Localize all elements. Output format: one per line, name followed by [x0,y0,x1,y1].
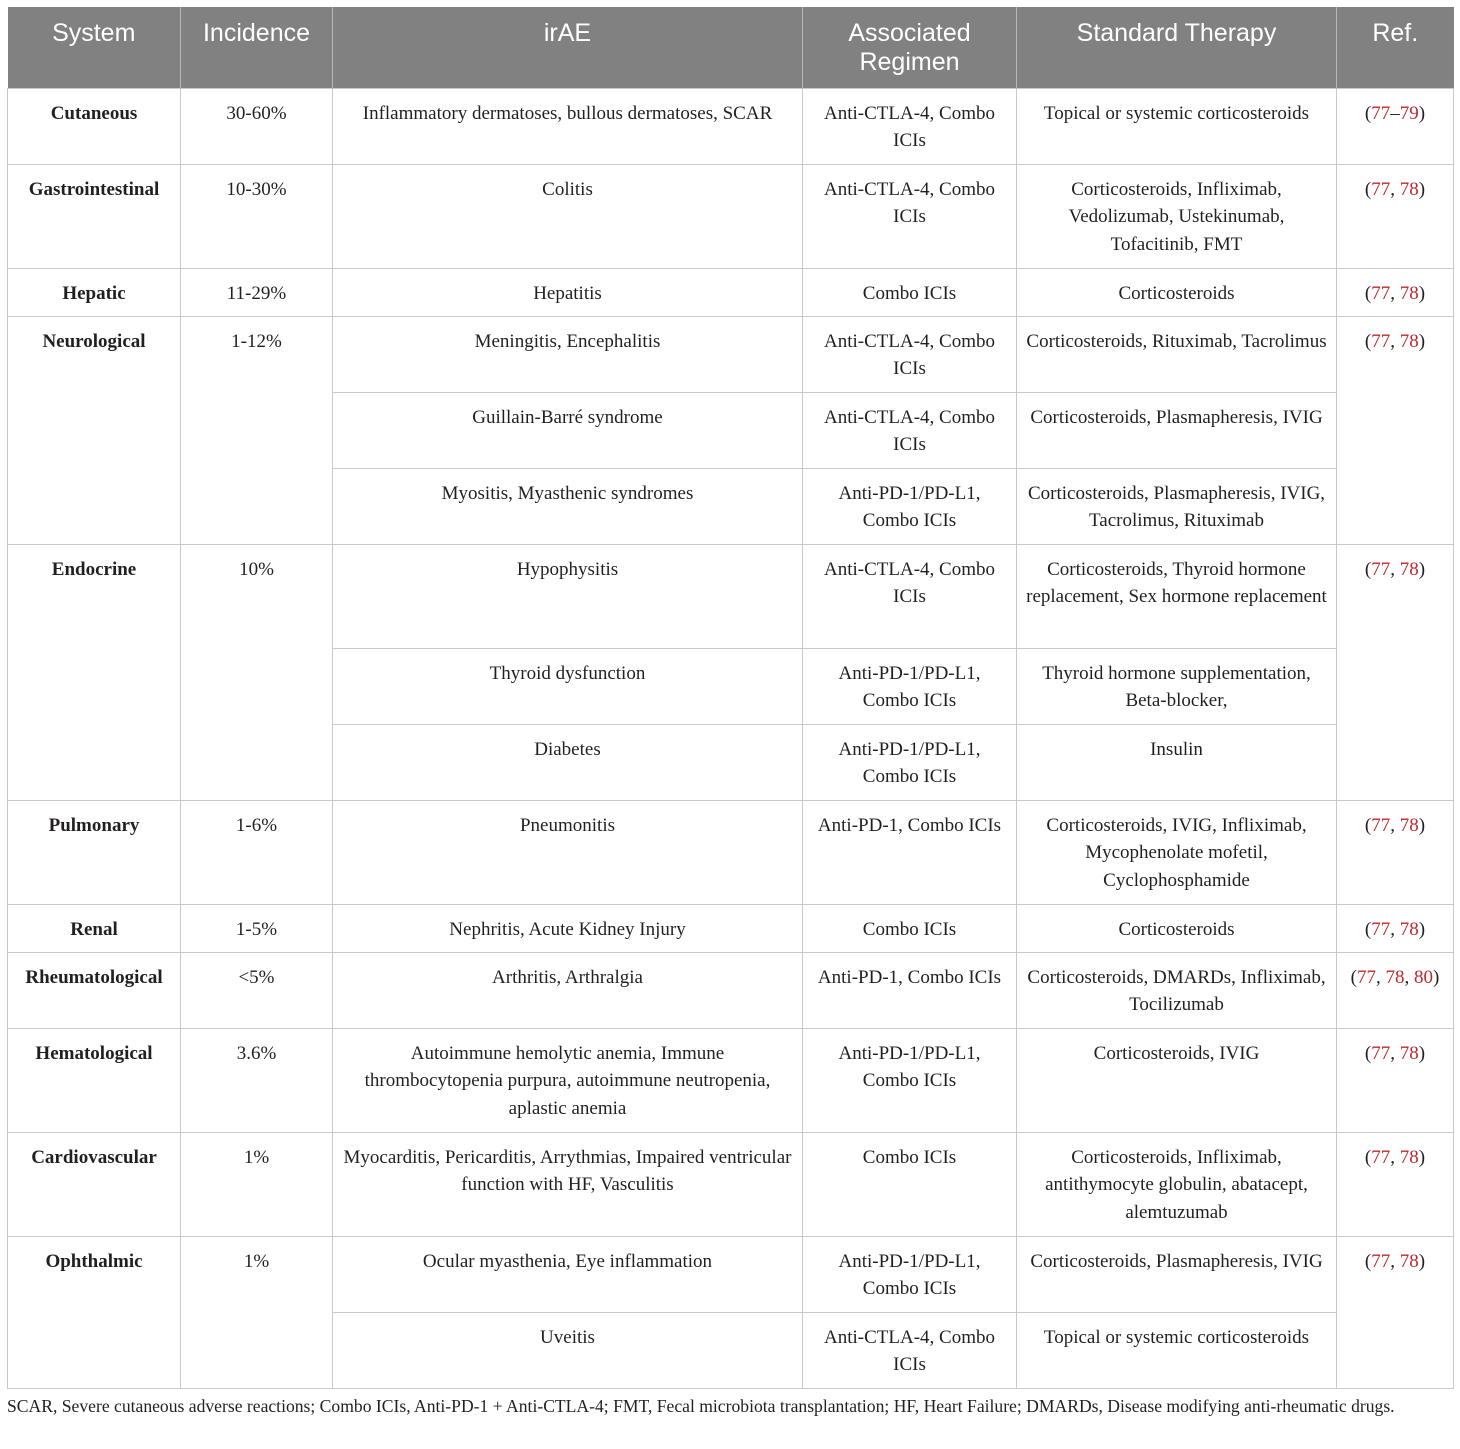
ref-cell: (77–79) [1337,88,1454,164]
irae-cell: Meningitis, Encephalitis [333,316,803,392]
system-cell: Ophthalmic [8,1236,181,1388]
incidence-cell: 1-6% [181,800,333,904]
system-cell: Endocrine [8,544,181,800]
therapy-cell: Corticosteroids, Infliximab, antithymocyte globulin, abatacept, alemtuzumab [1017,1132,1337,1236]
table-row [8,1132,1454,1236]
regimen-cell: Anti-PD-1/PD-L1, Combo ICIs [803,648,1017,724]
reference-link[interactable]: 77 [1371,814,1391,836]
reference-link[interactable]: 78 [1399,178,1419,200]
incidence-cell: 3.6% [181,1028,333,1132]
incidence-cell: 30-60% [181,88,333,164]
therapy-cell: Corticosteroids, Rituximab, Tacrolimus [1017,316,1337,392]
ref-cell: (77, 78) [1337,268,1454,316]
reference-link[interactable]: 79 [1399,102,1419,124]
incidence-cell: 1-12% [181,316,333,544]
ref-separator: , [1390,1042,1400,1064]
ref-cell: (77, 78) [1337,1236,1454,1388]
reference-link[interactable]: 80 [1414,966,1433,988]
therapy-cell: Corticosteroids, Plasmapheresis, IVIG, Tacrolimus, Rituximab [1017,468,1337,544]
regimen-cell: Combo ICIs [803,904,1017,952]
therapy-cell: Corticosteroids, IVIG, Infliximab, Mycophenolate mofetil, Cyclophosphamide [1017,800,1337,904]
ref-cell: (77, 78) [1337,1028,1454,1132]
reference-link[interactable]: 77 [1371,1146,1391,1168]
ref-separator: , [1390,918,1400,940]
regimen-cell: Anti-CTLA-4, Combo ICIs [803,1312,1017,1388]
irae-cell: Inflammatory dermatoses, bullous dermatoses, SCAR [333,88,803,164]
irae-cell: Myocarditis, Pericarditis, Arrythmias, Impaired ventricular function with HF, Vasculitis [333,1132,803,1236]
reference-link[interactable]: 78 [1399,918,1419,940]
incidence-cell: 1% [181,1236,333,1388]
reference-link[interactable]: 77 [1371,918,1391,940]
system-cell: Cutaneous [8,88,181,164]
reference-link[interactable]: 77 [1357,966,1376,988]
incidence-cell: 1-5% [181,904,333,952]
ref-cell: (77, 78) [1337,904,1454,952]
table-row [8,316,1454,392]
reference-link[interactable]: 77 [1371,102,1391,124]
regimen-cell: Anti-CTLA-4, Combo ICIs [803,392,1017,468]
incidence-cell: 1% [181,1132,333,1236]
ref-separator: , [1390,558,1400,580]
reference-link[interactable]: 78 [1399,814,1419,836]
reference-link[interactable]: 78 [1399,330,1419,352]
regimen-cell: Anti-PD-1/PD-L1, Combo ICIs [803,1236,1017,1312]
regimen-cell: Anti-CTLA-4, Combo ICIs [803,88,1017,164]
regimen-cell: Anti-CTLA-4, Combo ICIs [803,544,1017,648]
header-ref: Ref. [1337,7,1454,88]
table-row [8,1236,1454,1312]
ref-cell: (77, 78) [1337,316,1454,544]
header-system: System [8,7,181,88]
table-row [8,88,1454,164]
irae-cell: Autoimmune hemolytic anemia, Immune thrombocytopenia purpura, autoimmune neutropenia, aplastic anemia [333,1028,803,1132]
ref-cell: (77, 78, 80) [1337,952,1454,1028]
system-cell: Rheumatological [8,952,181,1028]
therapy-cell: Topical or systemic corticosteroids [1017,1312,1337,1388]
reference-link[interactable]: 77 [1371,558,1391,580]
incidence-cell: 10% [181,544,333,800]
irae-cell: Arthritis, Arthralgia [333,952,803,1028]
system-cell: Pulmonary [8,800,181,904]
ref-cell: (77, 78) [1337,800,1454,904]
therapy-cell: Thyroid hormone supplementation, Beta-blocker, [1017,648,1337,724]
ref-separator: , [1390,814,1400,836]
ref-separator: , [1376,966,1386,988]
ref-separator: , [1390,178,1400,200]
therapy-cell: Corticosteroids [1017,904,1337,952]
system-cell: Neurological [8,316,181,544]
table-row [8,1028,1454,1132]
reference-link[interactable]: 77 [1371,178,1391,200]
irae-cell: Hepatitis [333,268,803,316]
system-cell: Gastrointestinal [8,164,181,268]
irae-cell: Myositis, Myasthenic syndromes [333,468,803,544]
reference-link[interactable]: 78 [1399,282,1419,304]
ref-separator: , [1390,1250,1400,1272]
header-row [8,7,1454,88]
ref-cell: (77, 78) [1337,544,1454,800]
ref-separator: , [1390,282,1400,304]
reference-link[interactable]: 78 [1399,1250,1419,1272]
therapy-cell: Corticosteroids, Plasmapheresis, IVIG [1017,392,1337,468]
therapy-cell: Corticosteroids, Plasmapheresis, IVIG [1017,1236,1337,1312]
irae-cell: Uveitis [333,1312,803,1388]
table-row [8,952,1454,1028]
therapy-cell: Topical or systemic corticosteroids [1017,88,1337,164]
irae-cell: Guillain-Barré syndrome [333,392,803,468]
ref-cell: (77, 78) [1337,1132,1454,1236]
system-cell: Hepatic [8,268,181,316]
reference-link[interactable]: 77 [1371,1250,1391,1272]
regimen-cell: Anti-PD-1, Combo ICIs [803,800,1017,904]
therapy-cell: Corticosteroids, IVIG [1017,1028,1337,1132]
irae-table [7,7,1454,1389]
incidence-cell: 11-29% [181,268,333,316]
reference-link[interactable]: 78 [1399,1042,1419,1064]
ref-separator: , [1390,330,1400,352]
regimen-cell: Anti-PD-1/PD-L1, Combo ICIs [803,724,1017,800]
ref-separator: , [1404,966,1414,988]
ref-separator: , [1390,1146,1400,1168]
regimen-cell: Anti-PD-1/PD-L1, Combo ICIs [803,468,1017,544]
reference-link[interactable]: 78 [1399,1146,1419,1168]
regimen-cell: Combo ICIs [803,1132,1017,1236]
ref-separator: – [1390,102,1400,124]
therapy-cell: Corticosteroids, Infliximab, Vedolizumab, Ustekinumab, Tofacitinib, FMT [1017,164,1337,268]
table-row [8,268,1454,316]
header-irae: irAE [333,7,803,88]
table-header [8,7,1454,88]
table-row [8,544,1454,648]
table-row [8,164,1454,268]
therapy-cell: Corticosteroids, Thyroid hormone replacement, Sex hormone replacement [1017,544,1337,648]
header-therapy: Standard Therapy [1017,7,1337,88]
therapy-cell: Corticosteroids [1017,268,1337,316]
incidence-cell: 10-30% [181,164,333,268]
regimen-cell: Combo ICIs [803,268,1017,316]
irae-cell: Thyroid dysfunction [333,648,803,724]
table-row [8,800,1454,904]
therapy-cell: Insulin [1017,724,1337,800]
header-incidence: Incidence [181,7,333,88]
irae-cell: Pneumonitis [333,800,803,904]
incidence-cell: <5% [181,952,333,1028]
table-footnote: SCAR, Severe cutaneous adverse reactions; Combo ICIs, Anti-PD-1 + Anti-CTLA-4; FMT, Fecal microbiota transplantation; HF, Heart Failure; DMARDs, Disease modifying anti-rheumatic drugs. [7,1396,1395,1416]
table-body [8,88,1454,1388]
reference-link[interactable]: 77 [1371,1042,1391,1064]
ref-cell: (77, 78) [1337,164,1454,268]
reference-link[interactable]: 77 [1371,282,1391,304]
reference-link[interactable]: 78 [1399,558,1419,580]
regimen-cell: Anti-CTLA-4, Combo ICIs [803,316,1017,392]
system-cell: Cardiovascular [8,1132,181,1236]
irae-cell: Hypophysitis [333,544,803,648]
system-cell: Renal [8,904,181,952]
reference-link[interactable]: 78 [1385,966,1405,988]
reference-link[interactable]: 77 [1371,330,1391,352]
therapy-cell: Corticosteroids, DMARDs, Infliximab, Tocilizumab [1017,952,1337,1028]
irae-cell: Diabetes [333,724,803,800]
regimen-cell: Anti-CTLA-4, Combo ICIs [803,164,1017,268]
irae-cell: Ocular myasthenia, Eye inflammation [333,1236,803,1312]
regimen-cell: Anti-PD-1, Combo ICIs [803,952,1017,1028]
irae-cell: Colitis [333,164,803,268]
regimen-cell: Anti-PD-1/PD-L1, Combo ICIs [803,1028,1017,1132]
table-row [8,904,1454,952]
header-regimen: Associated Regimen [803,7,1017,88]
irae-cell: Nephritis, Acute Kidney Injury [333,904,803,952]
system-cell: Hematological [8,1028,181,1132]
